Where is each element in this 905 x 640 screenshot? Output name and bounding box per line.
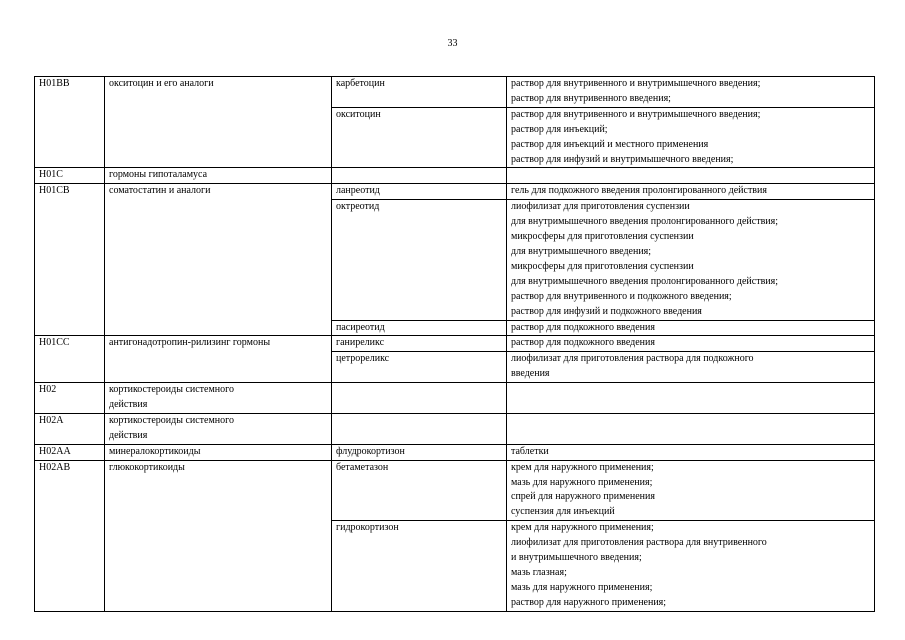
drug-name-cell: [332, 383, 507, 414]
dosage-form-line: мазь для наружного применения;: [511, 581, 653, 593]
group-name-cell: [105, 460, 332, 611]
dosage-form-line: для внутримышечного введения;: [511, 245, 652, 257]
atc-code-cell: H02AB: [35, 460, 105, 611]
table-row: [35, 168, 875, 184]
dosage-forms-cell: [507, 413, 875, 444]
atc-code-cell: H02: [35, 383, 105, 414]
dosage-form-line: мазь для наружного применения;: [511, 476, 653, 488]
group-name-cell: [105, 444, 332, 460]
drug-name-line: флудрокортизон: [336, 445, 405, 457]
group-name-line: окситоцин и его аналоги: [109, 78, 214, 89]
atc-code-cell: H01C: [35, 168, 105, 184]
dosage-form-line: для внутримышечного введения пролонгированного действия;: [511, 216, 779, 228]
group-name-line: кортикостероиды системного: [109, 414, 235, 426]
dosage-form-line: спрей для наружного применения: [511, 491, 655, 503]
dosage-form-line: раствор для инъекций и местного применения: [511, 138, 709, 150]
table-row: [35, 444, 875, 460]
drug-name-cell: [332, 200, 507, 320]
drug-name-cell: [332, 444, 507, 460]
dosage-forms-cell: [507, 168, 875, 184]
group-name-cell: [105, 383, 332, 414]
dosage-form-line: раствор для подкожного введения: [511, 321, 655, 333]
dosage-form-line: введения: [511, 368, 550, 380]
dosage-form-line: раствор для инфузий и подкожного введения: [511, 305, 702, 317]
group-name-cell: [105, 77, 332, 168]
dosage-form-line: лиофилизат для приготовления суспензии: [511, 201, 690, 213]
dosage-forms-cell: [507, 200, 875, 320]
dosage-form-line: и внутримышечного введения;: [511, 552, 642, 564]
group-name-line: соматостатин и аналоги: [109, 185, 211, 197]
dosage-forms-cell: [507, 383, 875, 414]
group-name-line: действия: [109, 429, 148, 441]
dosage-forms-cell: [507, 77, 875, 108]
dosage-forms-cell: [507, 107, 875, 168]
dosage-form-line: для внутримышечного введения пролонгированного действия;: [511, 275, 779, 287]
table-row: [35, 413, 875, 444]
dosage-form-line: раствор для внутривенного введения;: [511, 92, 671, 104]
dosage-form-line: мазь глазная;: [511, 567, 567, 578]
dosage-form-line: крем для наружного применения;: [511, 461, 654, 473]
dosage-form-line: суспензия для инъекций: [511, 506, 615, 518]
dosage-form-line: гель для подкожного введения пролонгированного действия: [511, 185, 767, 197]
drug-name-cell: [332, 107, 507, 168]
dosage-form-line: раствор для внутривенного и подкожного введения;: [511, 290, 732, 302]
group-name-line: кортикостероиды системного: [109, 384, 235, 396]
dosage-form-line: крем для наружного применения;: [511, 522, 654, 534]
dosage-form-line: таблетки: [511, 445, 549, 457]
drug-name-line: карбетоцин: [336, 78, 385, 89]
dosage-form-line: раствор для инъекций;: [511, 123, 608, 135]
atc-code-cell: H01BB: [35, 77, 105, 168]
drug-name-line: цетрореликс: [336, 353, 390, 365]
dosage-form-line: раствор для инфузий и внутримышечного введения;: [511, 153, 734, 165]
drug-name-cell: [332, 413, 507, 444]
dosage-forms-cell: [507, 444, 875, 460]
drug-name-cell: [332, 336, 507, 352]
group-name-line: минералокортикоиды: [109, 445, 201, 457]
drug-name-line: пасиреотид: [336, 321, 385, 333]
dosage-form-line: раствор для наружного применения;: [511, 596, 667, 608]
drug-name-line: ланреотид: [336, 185, 380, 197]
drug-name-line: октреотид: [336, 201, 380, 213]
dosage-forms-cell: [507, 521, 875, 611]
drug-name-line: бетаметазон: [336, 461, 389, 473]
table-row: [35, 184, 875, 200]
group-name-cell: [105, 413, 332, 444]
group-name-line: гормоны гипоталамуса: [109, 169, 208, 181]
drug-table: [34, 76, 875, 612]
atc-code-cell: H02AA: [35, 444, 105, 460]
atc-code-cell: H02A: [35, 413, 105, 444]
drug-table-body: [35, 77, 875, 612]
drug-name-cell: [332, 184, 507, 200]
group-name-cell: [105, 184, 332, 336]
drug-name-cell: [332, 77, 507, 108]
dosage-form-line: лиофилизат для приготовления раствора для внутривенного: [511, 537, 767, 549]
drug-name-line: гидрокортизон: [336, 522, 399, 534]
table-row: [35, 460, 875, 521]
group-name-cell: [105, 336, 332, 383]
group-name-line: глюкокортикоиды: [109, 461, 185, 473]
table-row: [35, 336, 875, 352]
drug-name-cell: [332, 320, 507, 336]
dosage-form-line: раствор для подкожного введения: [511, 337, 655, 349]
atc-code-cell: H01CC: [35, 336, 105, 383]
dosage-form-line: лиофилизат для приготовления раствора для подкожного: [511, 353, 754, 365]
group-name-line: действия: [109, 399, 148, 411]
drug-name-cell: [332, 168, 507, 184]
dosage-forms-cell: [507, 352, 875, 383]
dosage-forms-cell: [507, 184, 875, 200]
dosage-forms-cell: [507, 320, 875, 336]
drug-name-cell: [332, 521, 507, 611]
dosage-form-line: микросферы для приготовления суспензии: [511, 231, 694, 243]
dosage-form-line: микросферы для приготовления суспензии: [511, 260, 694, 272]
dosage-form-line: раствор для внутривенного и внутримышечного введения;: [511, 78, 761, 89]
dosage-form-line: раствор для внутривенного и внутримышечного введения;: [511, 108, 761, 120]
drug-name-line: ганиреликс: [336, 337, 385, 349]
drug-name-cell: [332, 352, 507, 383]
page-number: 33: [447, 38, 458, 49]
atc-code-cell: H01CB: [35, 184, 105, 336]
dosage-forms-cell: [507, 336, 875, 352]
drug-name-line: окситоцин: [336, 108, 381, 120]
dosage-forms-cell: [507, 460, 875, 521]
drug-name-cell: [332, 460, 507, 521]
table-row: [35, 383, 875, 414]
group-name-line: антигонадотропин-рилизинг гормоны: [109, 337, 271, 349]
table-row: [35, 77, 875, 108]
group-name-cell: [105, 168, 332, 184]
